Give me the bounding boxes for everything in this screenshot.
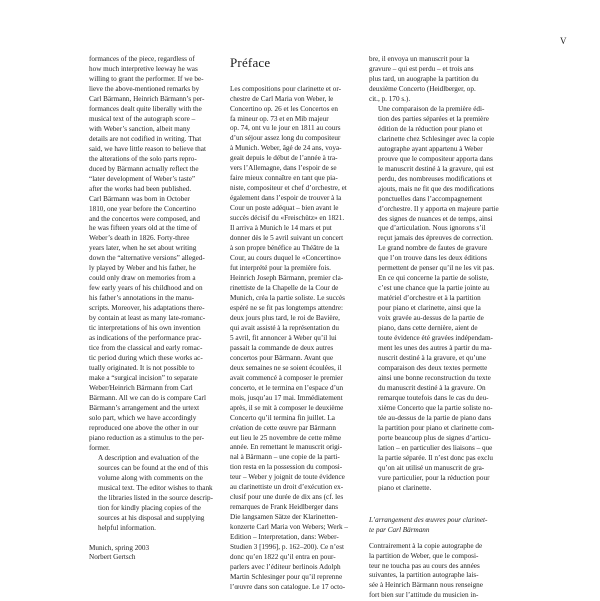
text-line: perdu, des nombreuses modifications et [378, 174, 492, 183]
text-line: après, il se mit à composer le deuxième [230, 403, 344, 412]
text-line: clarinette chez Schlesinger avec la copie [378, 134, 495, 143]
text-line: Le grand nombre de fautes de gravure [378, 244, 488, 253]
text-line: the libraries listed in the source descrip- [98, 493, 213, 502]
text-line: scripts. Moreover, his adaptations there- [89, 304, 205, 313]
french-column-2 [369, 55, 499, 601]
text-line: volume along with comments on the [98, 473, 203, 482]
text-line: down the “alternative versions” alleged- [89, 254, 205, 263]
text-line: des signes de nuances et de temps, ainsi [378, 214, 493, 223]
text-line: espéré ne se fit pas longtemps attendre: [230, 303, 343, 312]
text-line: tic period during which these works ac- [89, 354, 203, 363]
signoff-place: Munich, spring 2003 [89, 543, 150, 552]
text-line: d’orchestre. Il y apporta en majeure partie [378, 204, 499, 213]
text-line: A description and evaluation of the [98, 453, 199, 462]
text-line: reçut jamais des épreuves de correction. [378, 234, 493, 243]
text-line: d’un séjour assez long du compositeur [230, 134, 341, 143]
text-line: how much interpretive leeway he was [89, 64, 198, 73]
text-line: sources at his disposal and supplying [98, 513, 205, 522]
english-paragraph [89, 453, 213, 534]
text-line: c’est une chance que la partie jointe au [378, 284, 490, 293]
text-line: fut interprété pour la première fois. [230, 264, 331, 273]
text-line: prouve que le compositeur apporta dans [378, 154, 493, 163]
text-line: ment les unes des autres à partir du ma- [378, 344, 492, 353]
text-line: matériel d’orchestre et à la partition [378, 294, 481, 303]
text-line: Une comparaison de la première édi- [378, 104, 485, 113]
text-line: deuxième Concerto (Heidlberger, op. [369, 84, 476, 93]
french-paragraph [369, 104, 499, 494]
text-line: tion des parties séparées et la première [378, 114, 489, 123]
text-line: Contrairement à la copie autographe de [369, 541, 483, 550]
text-line: qu’on ait utilisé un manuscrit de gra- [378, 463, 485, 472]
text-line: 1810, one year before the Concertino [89, 204, 196, 213]
text-line: le manuscrit destiné à la gravure, qui est [378, 164, 494, 173]
text-line: Cour un poste adéquat – bien avant le [230, 204, 339, 213]
text-line: deux semaines ne se soient écoulées, il [230, 363, 342, 372]
text-line: sée à Heinrich Bärmann nous renseigne [369, 581, 483, 590]
text-line: chestre de Carl Maria von Weber, le [230, 94, 334, 103]
text-line: remarque toutefois dans le cas du deu- [378, 393, 489, 402]
text-line: l’œuvre dans son catalogue. Le 17 octo- [230, 583, 346, 592]
text-line: donc qu’en 1822 qu’il entra en pour- [230, 553, 336, 562]
text-line: année. En remettant le manuscrit origi- [230, 443, 343, 452]
french-column-1 [230, 55, 348, 593]
text-line: tic interpretations of his own invention [89, 324, 201, 333]
text-line: details are not codified in writing. That [89, 134, 202, 143]
text-line: Carl Bärmann was born in October [89, 194, 190, 203]
subheading-line: te par Carl Bärmann [369, 525, 430, 534]
text-line: qui avait assisté à la représentation du [230, 323, 339, 332]
text-line: que l’on trouve dans les deux éditions [378, 254, 487, 263]
text-line: pour piano et clarinette, ainsi que la [378, 304, 481, 313]
text-line: could only draw on memories from a [89, 274, 196, 283]
text-line: piano reduction as a stimulus to the per- [89, 433, 205, 442]
text-line: helpful information. [98, 523, 156, 532]
text-line: porte beaucoup plus de signes d’articu- [378, 433, 491, 442]
text-line: tion for kindly placing copies of the [98, 503, 201, 512]
text-line: nal à Bärmann – une copie de la parti- [230, 453, 340, 462]
text-line: Bärmann’s arrangement and the urtext [89, 403, 200, 412]
text-line: and the concertos were composed, and [89, 214, 200, 223]
text-line: Bärmann. All we can do is compare Carl [89, 393, 206, 402]
text-line: ainsi une bonne reconstruction du texte [378, 374, 491, 382]
text-line: permettent de penser qu’il ne les vit pas. [378, 264, 495, 273]
text-line: faire mieux connaître en tant que pia- [230, 174, 338, 183]
text-line: tice from the classical and early romac- [89, 344, 203, 353]
text-line: Edition – Interpretation, dans: Weber- [230, 533, 339, 542]
text-line: willing to grant the performer. If we be- [89, 74, 204, 83]
text-line: sources can be found at the end of this [98, 463, 209, 472]
text-line: mois, jusqu’au 17 mai. Immédiatement [230, 393, 343, 402]
english-paragraph [89, 55, 206, 454]
text-line: “later development of Weber’s taste” [89, 174, 196, 183]
french-paragraph [230, 84, 348, 593]
text-line: tion resta en la possession du composi- [230, 463, 343, 472]
text-line: solo part, which we have accordingly [89, 413, 197, 422]
text-line: op. 74, ont vu le jour en 1811 au cours [230, 124, 341, 133]
text-line: with Weber’s sanction, albeit many [89, 124, 191, 133]
text-line: niste, compositeur et chef d’orchestre, et [230, 184, 347, 193]
text-line: piano, dans cette dernière, aient de [378, 324, 478, 333]
text-line: du manuscrit destiné à la gravure. On [378, 383, 486, 392]
text-line: gravure – qui est perdu – et trois ans [369, 64, 474, 73]
text-line: formances of the piece, regardless of [89, 55, 195, 63]
text-line: 5 avril, fit annoncer à Weber qu’il lui [230, 333, 337, 342]
text-line: concertos pour Bärmann. Avant que [230, 353, 334, 362]
text-line: few early years of his childhood and on [89, 284, 203, 293]
text-line: voix gravée au-dessus de la partie de [378, 314, 484, 323]
preface-heading: Préface [230, 55, 271, 70]
text-line: his father’s annotations in the manu- [89, 294, 195, 303]
text-line: make a “surgical incision” to separate [89, 374, 198, 382]
text-line: the alterations of the solo parts repro- [89, 154, 197, 163]
text-line: concerto, et le termina en l’espace d’un [230, 383, 344, 392]
text-line: ly played by Weber and his father, he [89, 264, 196, 273]
text-line: Weber/Heinrich Bärmann from Carl [89, 383, 193, 392]
text-line: vers l’Allemagne, dans l’espoir de se [230, 164, 337, 173]
text-line: Cour, au cours duquel le «Concertino» [230, 254, 342, 263]
text-line: la partition de Weber, que le composi- [369, 551, 479, 560]
text-line: Studien 3 [1996], p. 162–200). Ce n’est [230, 543, 344, 552]
text-line: teur ne toucha pas au cours des années [369, 561, 480, 570]
text-line: suivantes, la partition autographe lais- [369, 571, 479, 580]
text-line: à Munich. Weber, âgé de 24 ans, voya- [230, 144, 342, 153]
english-column [89, 55, 213, 563]
text-line: formances dealt quite liberally with the [89, 104, 202, 113]
text-line: avait commencé à composer le premier [230, 373, 343, 382]
text-line: création de cette œuvre par Bärmann [230, 423, 336, 432]
text-line: clusif pour une durée de dix ans (cf. les [230, 493, 344, 502]
section-subheading [369, 515, 488, 536]
text-line: ponctuelles dans l’accompagnement [378, 194, 483, 203]
text-line: bre, il envoya un manuscrit pour la [369, 55, 470, 63]
text-line: lation – en particulier des liaisons – que [378, 443, 493, 452]
text-line: Carl Bärmann, Heinrich Bärmann’s per- [89, 94, 205, 103]
text-line: said, we have little reason to believe that [89, 144, 206, 153]
signoff-name: Norbert Gertsch [89, 553, 136, 562]
text-line: comparaison des deux textes permette [378, 364, 488, 373]
text-line: tée au-dessus de la partie de piano dans [378, 413, 492, 422]
text-line: after the works had been published. [89, 184, 192, 193]
text-line: rinettiste de la Chapelle de la Cour de [230, 283, 339, 292]
subheading-line: L’arrangement des œuvres pour clarinet- [369, 515, 488, 524]
text-line: parlers avec l’éditeur berlinois Adolph [230, 563, 341, 572]
text-line: vure particulier, pour la réduction pour [378, 473, 490, 482]
text-line: Concerto qu’il termina fin juillet. La [230, 413, 335, 422]
text-line: Concertino op. 26 et les Concertos en [230, 104, 338, 113]
text-line: Munich, créa la partie soliste. Le succès [230, 293, 345, 302]
text-line: autographe ayant appartenu à Weber [378, 144, 483, 153]
text-line: passait la commande de deux autres [230, 343, 334, 352]
text-line: nuscrit destiné à la gravure, et qu’une [378, 354, 486, 363]
text-line: Die langsamen Sätze der Klarinetten- [230, 513, 338, 522]
text-line: Weber’s death in 1826. Forty-three [89, 234, 190, 243]
text-line: à son propre bénéfice au Théâtre de la [230, 244, 340, 253]
page-number: V [560, 36, 567, 46]
french-paragraph [369, 55, 482, 105]
text-line: En ce qui concerne la partie de soliste, [378, 274, 489, 283]
text-line: geait depuis le début de l’année à tra- [230, 154, 338, 163]
text-line: tually originated. It is not possible to [89, 364, 195, 373]
text-line: duced by Bärmann actually reflect the [89, 164, 199, 173]
text-line: toute évidence été gravées indépendam- [378, 334, 493, 343]
text-line: Heinrich Joseph Bärmann, premier cla- [230, 274, 344, 282]
text-line: la partition pour piano et clarinette com- [378, 423, 495, 432]
text-line: eut lieu le 25 novembre de cette même [230, 433, 342, 442]
text-line: également dans l’espoir de trouver à la [230, 194, 342, 203]
text-line: lieve the above-mentioned remarks by [89, 84, 200, 93]
text-line: donner dès le 5 avril suivant un concert [230, 234, 344, 243]
text-line: succès décisif du «Freischütz» en 1821. [230, 214, 345, 223]
text-line: xième Concerto que la partie soliste no- [378, 403, 493, 412]
french-paragraph [369, 542, 482, 601]
text-line: teur – Weber y joignit de toute évidence [230, 473, 345, 482]
text-line: musical text. The editor wishes to thank [98, 483, 213, 492]
text-line: édition de la réduction pour piano et [378, 124, 483, 133]
text-line: fort bien sur l’attitude du musicien in- [369, 591, 479, 600]
text-line: he was fifteen years old at the time of [89, 224, 198, 233]
text-line: plus tard, un auographe la partition du [369, 74, 479, 83]
text-line: la partie séparée. Il n’est donc pas exclu [378, 453, 493, 462]
text-line: as indications of the performance prac- [89, 334, 202, 343]
text-line: fa mineur op. 73 et en Mib majeur [230, 114, 329, 123]
text-line: piano et clarinette. [378, 483, 432, 492]
text-line: Il arriva à Munich le 14 mars et put [230, 224, 332, 233]
text-line: by contain at least as many late-romanc- [89, 314, 206, 323]
text-line: Les compositions pour clarinette et or- [230, 84, 342, 93]
text-line: konzerte Carl Maria von Webers; Werk – [230, 523, 348, 532]
text-line: deux jours plus tard, le roi de Bavière, [230, 313, 340, 322]
text-line: cit., p. 170 s.). [369, 94, 411, 103]
text-line: musical text of the autograph score – [89, 114, 196, 123]
text-line: reproduced one above the other in our [89, 423, 199, 432]
text-line: former. [89, 443, 110, 452]
text-line: remarques de Frank Heidlberger dans [230, 503, 339, 512]
text-line: ajouts, mais ne fit que des modifications [378, 184, 494, 193]
text-line: au clarinettiste un droit d’exécution ex- [230, 483, 344, 492]
text-line: years later, when he set about writing [89, 244, 197, 253]
text-line: que d’articulation. Nous ignorons s’il [378, 224, 486, 233]
text-line: Martin Schlesinger pour qu’il reprenne [230, 573, 343, 582]
